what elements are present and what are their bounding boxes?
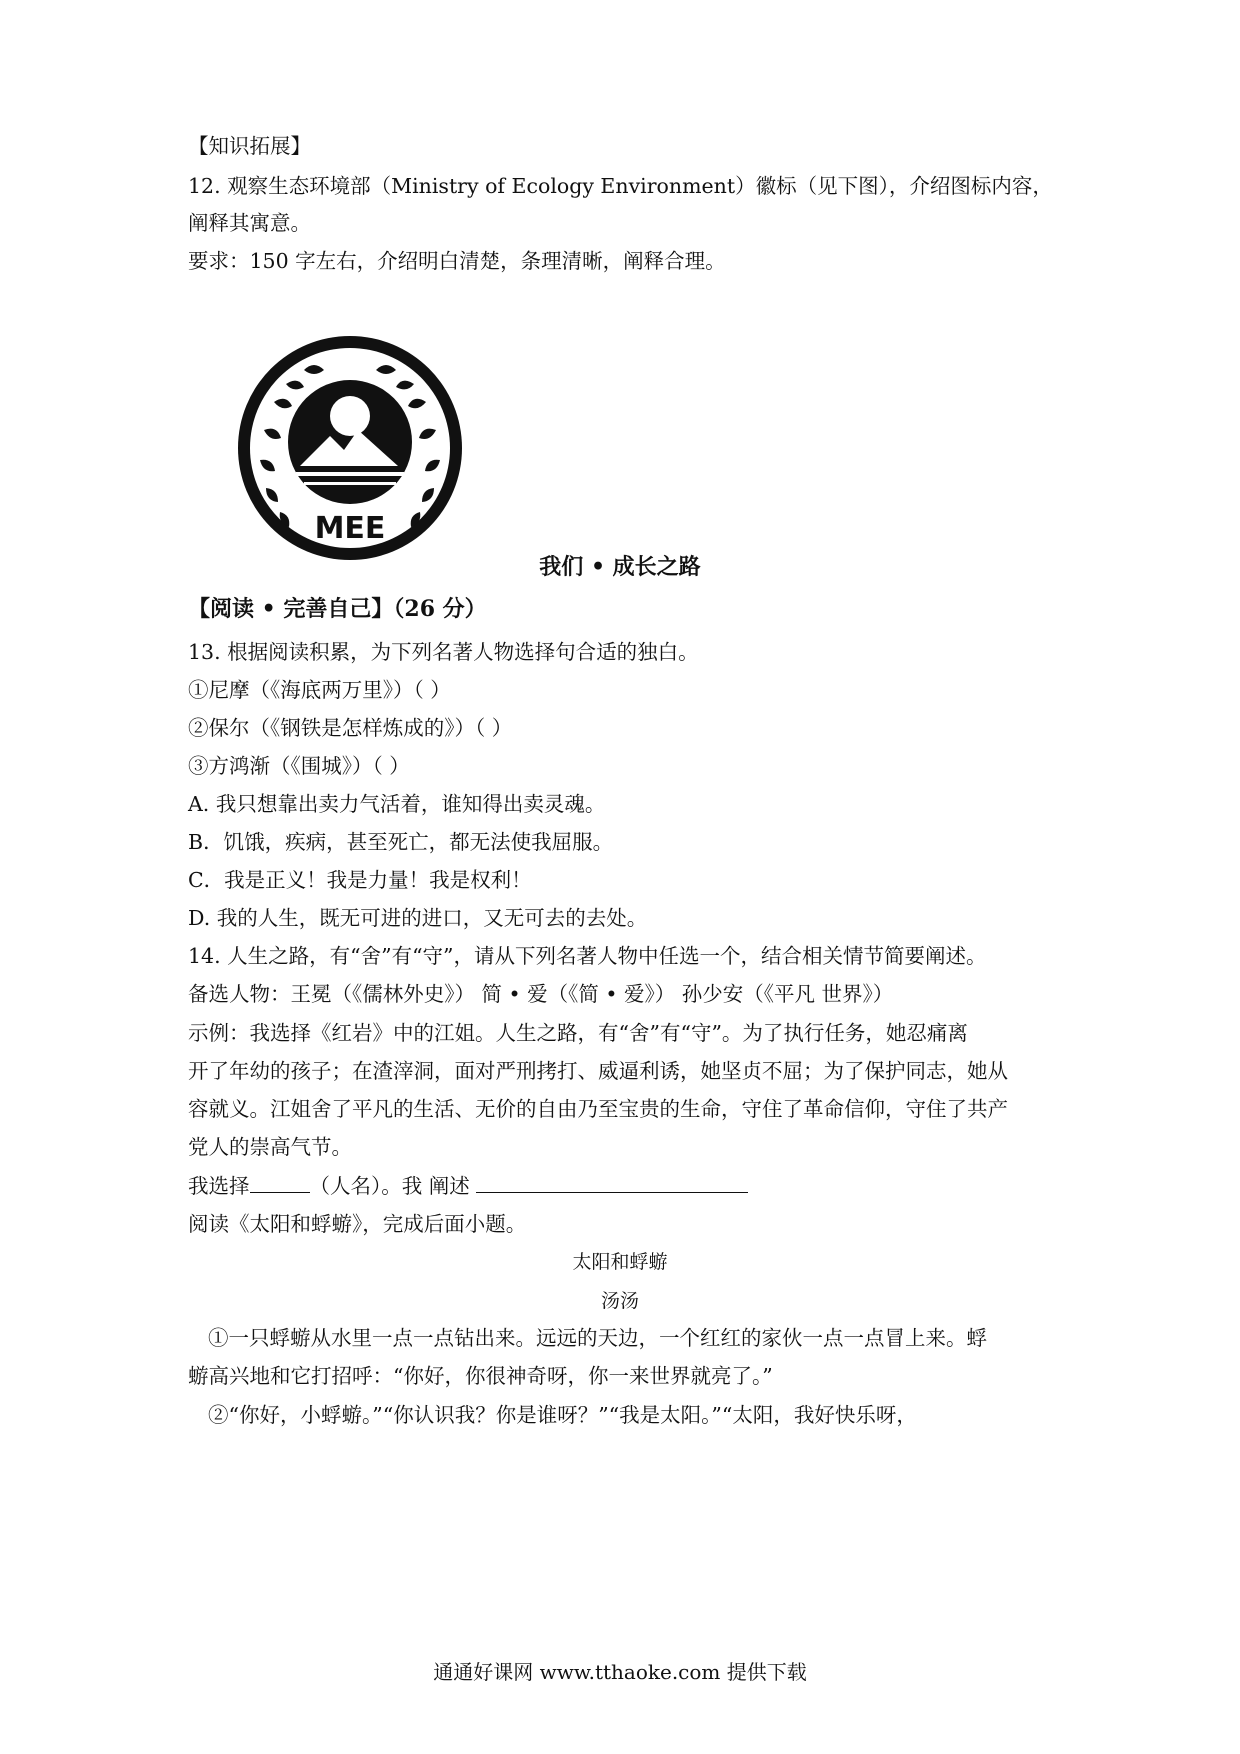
reading-intro: 阅读《太阳和蜉蝣》，完成后面小题。 (188, 1212, 527, 1236)
answer-mid: （人名）。我 阐述 (309, 1174, 470, 1198)
question-12-line-2: 阐释其寓意。 (188, 211, 311, 235)
article-paragraph-line-1: ①一只蜉蝣从水里一点一点钻出来。远远的天边，一个红红的家伙一点一点冒上来。蜉 (208, 1326, 987, 1350)
question-13-stem: 13. 根据阅读积累，为下列名著人物选择句合适的独白。 (188, 640, 699, 664)
article-paragraph-line-2: 蝣高兴地和它打招呼：“你好，你很神奇呀，你一来世界就亮了。” (188, 1364, 773, 1388)
question-13-option-b: B．饥饿，疾病，甚至死亡，都无法使我屈服。 (188, 830, 614, 854)
reading-section-title: 【阅读 • 完善自己】（26 分） (188, 596, 487, 622)
question-14-stem: 14. 人生之路，有“舍”有“守”，请从下列名著人物中任选一个，结合相关情节简要阐述。 (188, 944, 987, 968)
logo-text: MEE (314, 511, 386, 546)
article-title: 太阳和蜉蝣 (572, 1251, 668, 1273)
question-14-example-line-1: 示例：我选择《红岩》中的江姐。人生之路，有“舍”有“守”。为了执行任务，她忍痛离 (188, 1021, 968, 1045)
question-14-example-line-3: 容就义。江姐舍了平凡的生活、无价的自由乃至宝贵的生命，守住了革命信仰，守住了共产 (188, 1097, 1008, 1121)
question-12-requirement: 要求：150 字左右，介绍明白清楚，条理清晰，阐释合理。 (188, 249, 726, 273)
mee-emblem-icon (234, 332, 466, 564)
section-heading-knowledge: 【知识拓展】 (188, 134, 311, 158)
question-13-item-2: ②保尔（《钢铁是怎样炼成的》）（ ） (188, 716, 513, 740)
answer-prefix: 我选择 (188, 1174, 250, 1198)
unit-title: 我们 • 成长之路 (539, 554, 701, 580)
question-14-example-line-4: 党人的崇高气节。 (188, 1135, 352, 1159)
name-blank[interactable] (250, 1172, 310, 1193)
elaboration-blank[interactable] (476, 1172, 748, 1193)
question-13-option-c: C．我是正义！我是力量！我是权利！ (188, 868, 532, 892)
question-14-answer-line (188, 1171, 748, 1201)
question-13-item-3: ③方鸿渐（《围城》）（ ） (188, 754, 410, 778)
question-13-option-d: D. 我的人生，既无可进的进口，又无可去的去处。 (188, 906, 648, 930)
article-author: 汤汤 (600, 1290, 639, 1312)
question-14-example-line-2: 开了年幼的孩子；在渣滓洞，面对严刑拷打、威逼利诱，她坚贞不屈；为了保护同志，她从 (188, 1059, 1008, 1083)
question-13-option-a: A. 我只想靠出卖力气活着，谁知得出卖灵魂。 (188, 792, 606, 816)
question-14-candidates: 备选人物：王冕（《儒林外史》） 简 • 爱（《简 • 爱》） 孙少安（《平凡 世界》） (188, 982, 894, 1006)
footer-source: 通通好课网 www.tthaoke.com 提供下载 (433, 1660, 807, 1684)
question-13-item-1: ①尼摩（《海底两万里》）（ ） (188, 678, 451, 702)
question-12-line-1: 12. 观察生态环境部（Ministry of Ecology Environment）徽标（见下图），介绍图标内容， (188, 174, 1053, 198)
article-paragraph-line-3: ②“你好，小蜉蝣。”“你认识我？你是谁呀？”“我是太阳。”“太阳，我好快乐呀， (208, 1403, 917, 1427)
